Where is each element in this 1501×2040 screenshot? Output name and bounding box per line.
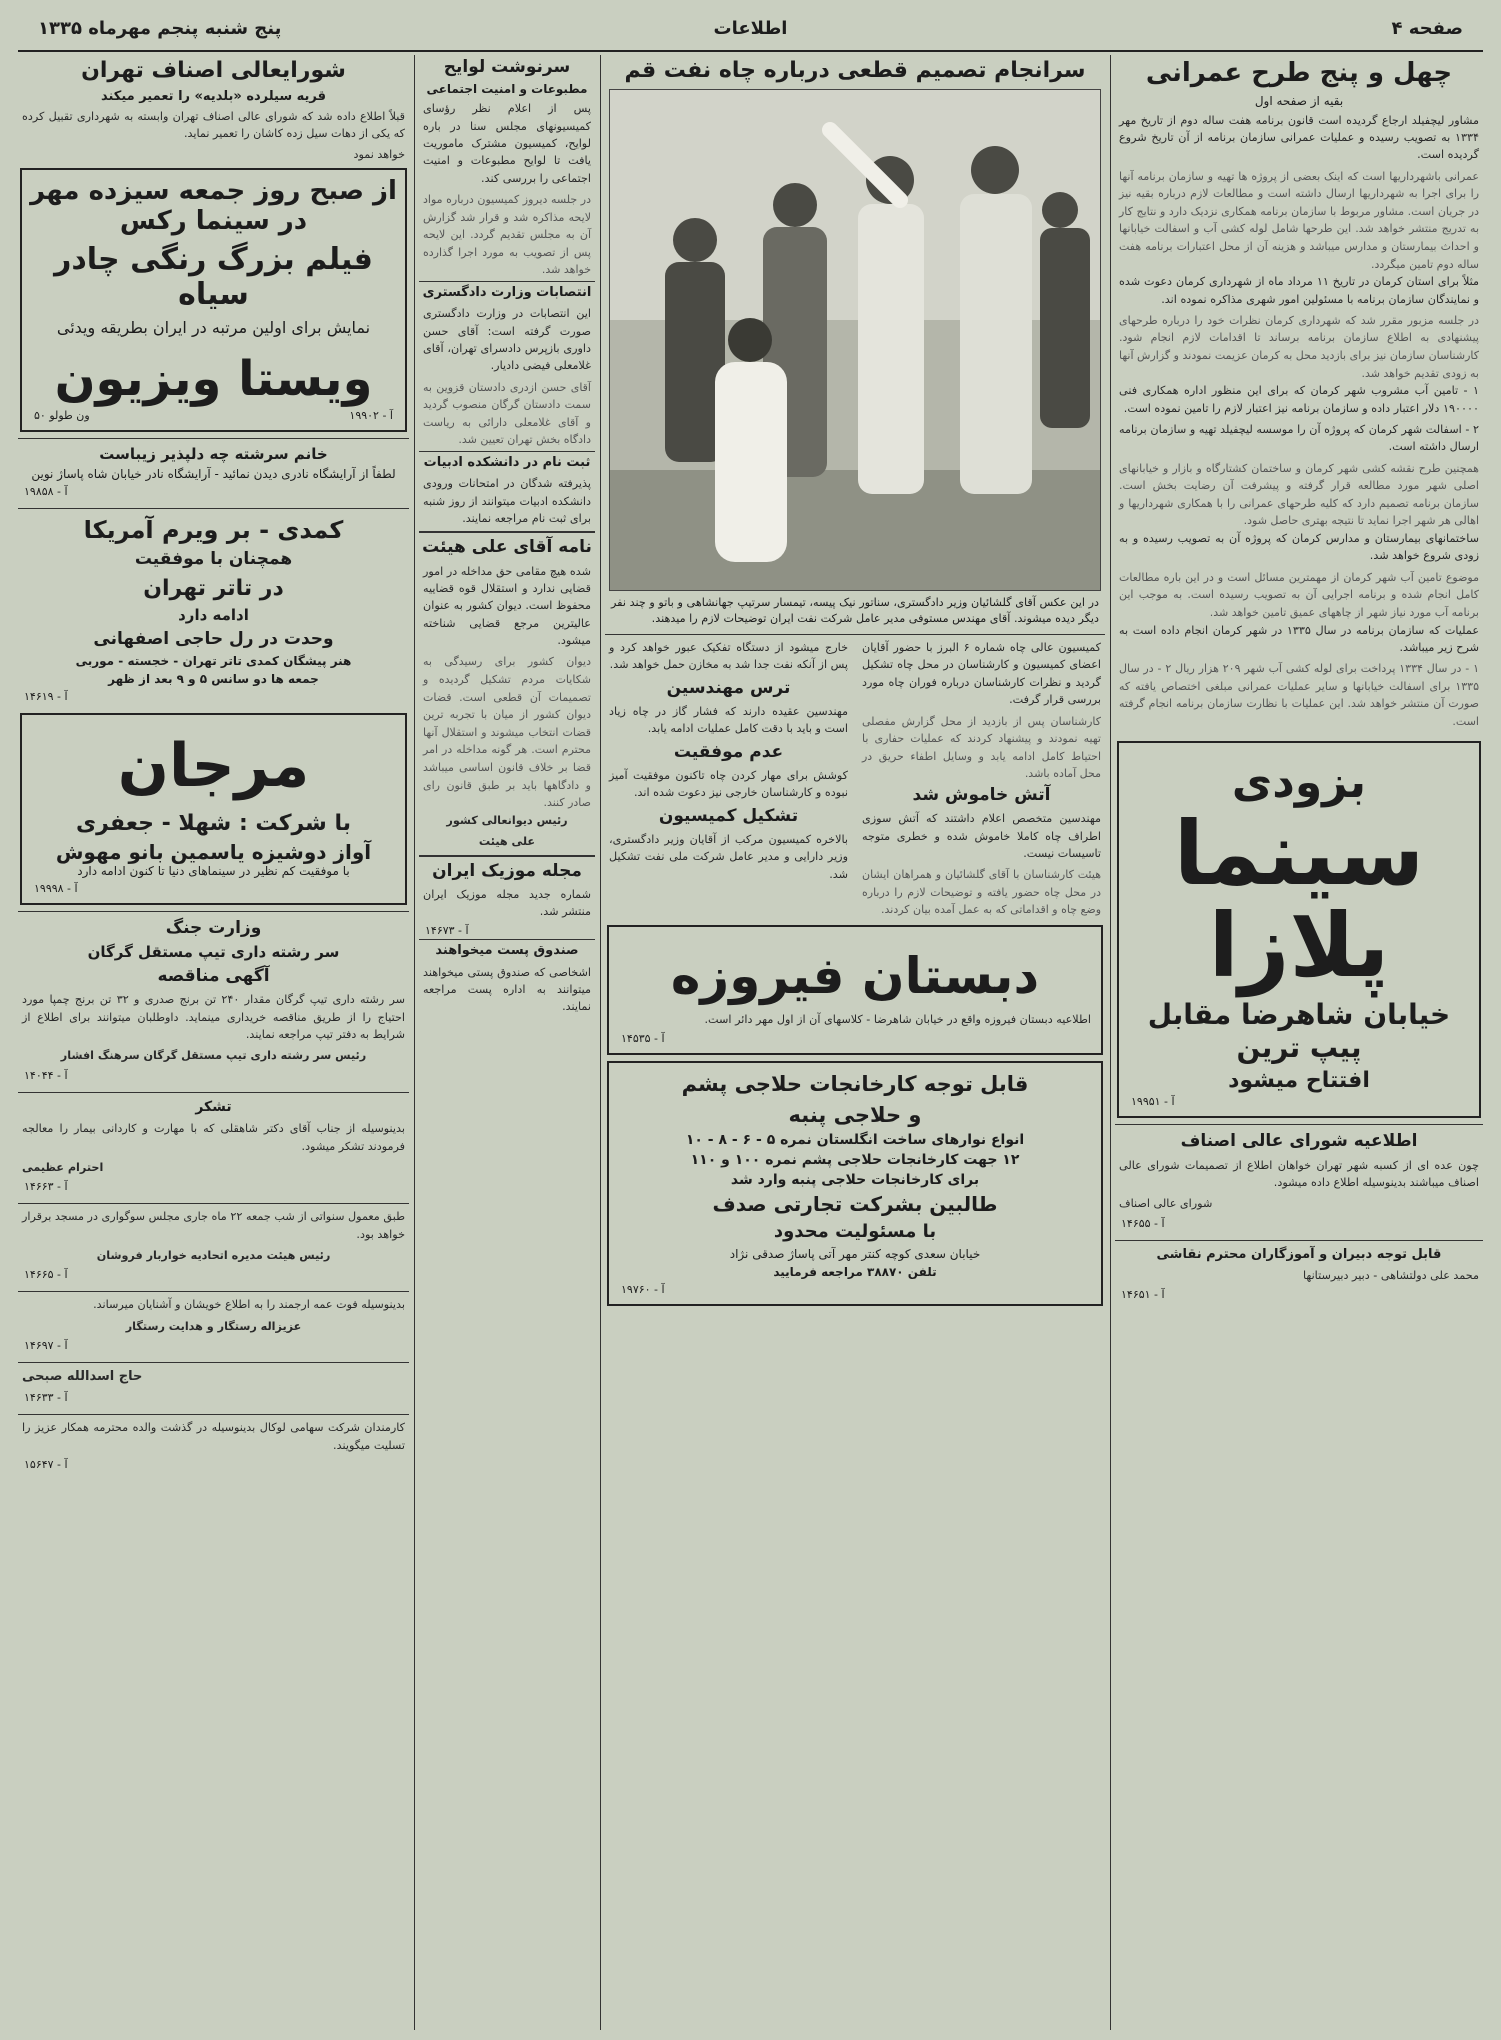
article-text-block: آقای حسن ازدری دادستان قزوین به سمت دادستان گرگان منصوب گردید و آقای غلامعلی دارائی به ریاست دادگاه بخش تهران تعیین شد.: [423, 380, 591, 447]
ad-text: بدینوسیله از جناب آقای دکتر شاهقلی که با مهارت و کاردانی بیمار را معالجه فرمودند تشکر میشود.: [22, 1122, 405, 1153]
ad-codes: [28, 407, 399, 424]
magazine-headline: مجله موزیک ایران: [419, 855, 595, 882]
film-title: مرجان: [117, 731, 310, 802]
article-paragraph: بالاخره کمیسیون مرکب از آقایان وزیر دادگستری، وزیر دارایی و مدیر عامل شرکت ملی نفت تشکیل شد.: [609, 833, 848, 881]
column-rule: [1110, 55, 1111, 2030]
ad-line: افتتاح میشود: [1228, 1068, 1370, 1094]
ad-code: آ - ۱۴۶۹۷: [24, 1339, 68, 1353]
ad-code: آ - ۱۴۶۶۳: [24, 1180, 68, 1194]
newspaper-title: اطلاعات: [713, 18, 788, 39]
guild-text-end: خواهد نمود: [353, 148, 405, 162]
ad-text: بدینوسیله فوت عمه ارجمند را به اطلاع خویشان و آشنایان میرساند.: [93, 1298, 405, 1312]
guild-subheadline: قریه سیلرده «بلدیه» را تعمیر میکند: [100, 88, 327, 104]
photo-caption: در این عکس آقای گلشائیان وزیر دادگستری، سناتور نیک پیسه، تیمسار سرتیپ جهانشاهی و باتو و چند نفر دیگر دیده میشوند. آقای مهندس مستوفی مدیر عامل شرکت نفت ایران توضیحات لازم را میدهند.: [611, 595, 1099, 626]
ad-headline: سر رشته داری تیپ مستقل گرگان: [87, 943, 340, 962]
ad-headline: قابل توجه کارخانجات حلاجی پشم: [681, 1072, 1029, 1097]
ad-line: جمعه ها دو سانس ۵ و ۹ بعد از ظهر: [108, 672, 319, 687]
ad-code: ۵۰ ون طولو: [34, 408, 90, 422]
article-paragraph: مشاور لیچفیلد ارجاع گردیده است قانون برنامه هفت ساله دوم از تاریخ مهر ۱۳۳۴ به تصویب رسیده و عملیات عمرانی سازمان برنامه از آن تاریخ شروع گردیده است.: [1119, 113, 1479, 162]
film-title: فیلم بزرگ رنگی چادر سیاه: [54, 241, 373, 312]
theater-name: در تاتر تهران: [143, 575, 284, 601]
ad-code: آ - ۱۴۶۱۹: [24, 690, 68, 704]
ad-line: خیابان شاهرضا مقابل پیپ ترین: [1147, 998, 1451, 1065]
ad-code: آ - ۱۴۶۵۱: [1121, 1288, 1165, 1302]
salon-ad: [18, 438, 409, 505]
ad-phone: تلفن ۳۸۸۷۰ مراجعه فرمایید: [773, 1265, 937, 1280]
article-text-block: عمرانی باشهرداریها است که اینک بعضی از پروژه ها تهیه و سازمان برنامه آنها را برای اجرا به شهرداریها ارسال داشته است و مطالعات لازم درباره بقیه نیز در جریان است. مشاور مربوط با سازمان برنامه همکاری نزدیک دارد و نتایج کار به تدریج منتشر خواهد شد. این طرحها شامل لوله کشی آب و اسفالت خیابانها و احداث بیمارستان و مدارس میباشد و هزینه آن از محل اعتبارات برنامه هفت ساله دوم تامین میگردد.: [1119, 169, 1479, 271]
ad-signature: عزیزاله رستگار و هدایت رستگار: [125, 1319, 302, 1333]
page-number: صفحه ۴: [1391, 18, 1463, 39]
brief-subheadline: مطبوعات و امنیت اجتماعی: [426, 82, 588, 97]
ad-line: ۱۲ جهت کارخانجات حلاجی پشم نمره ۱۰۰ و ۱۱۰: [690, 1151, 1020, 1168]
article-text-block: موضوع تامین آب شهر کرمان از مهمترین مسائل است و در این باره مطالعات کامل انجام شده و برنامه اجرایی آن به تصویب رسیده است. به موجب این برنامه آب مورد نیاز شهر از چاههای عمیق تامین خواهد شد.: [1119, 570, 1479, 619]
play-title: کمدی - بر ویرم آمریکا: [83, 516, 344, 545]
article-text-block: همچنین طرح نقشه کشی شهر کرمان و ساختمان کشتارگاه و بازار و خیابانهای اصلی شهر مورد مطالعه قرار گرفته و پیشرفت آن رضایت بخش است. سازمان برنامه تصمیم دارد که کلیه طرحهای عمرانی را با همکاری شهرداریها و اهالی هر شهر اجرا نماید تا نتیجه بهتری حاصل شود.: [1119, 461, 1479, 528]
ad-code: آ - ۱۴۶۶۵: [24, 1268, 68, 1282]
ad-line: ادامه دارد: [178, 606, 249, 625]
ad-code: آ - ۱۹۸۵۸: [24, 485, 68, 499]
column-briefs: [419, 55, 595, 2030]
ad-line: وحدت در رل حاجی اصفهانی: [93, 628, 334, 649]
ad-line: با موفقیت کم نظیر در سینماهای دنیا تا کنون ادامه دارد: [77, 864, 350, 879]
news-photo: [609, 89, 1101, 591]
article-headline: چهل و پنج طرح عمرانی: [1145, 58, 1453, 88]
sub-headline: آتش خاموش شد: [912, 784, 1051, 805]
ad-line: همچنان با موفقیت: [134, 549, 293, 570]
article-text-block: ۱ - در سال ۱۳۳۴ پرداخت برای لوله کشی آب شهر ۲۰۹ هزار ریال ۲ - در سال ۱۳۳۵ برای اسفالت خیابانها و سایر عملیات عمرانی مبلغی اختصاص یافته که صورت آن منتشر خواهد شد. این عملیات با نظارت سازمان برنامه انجام گرفته است.: [1119, 662, 1479, 729]
article-text-block: در جلسه دیروز کمیسیون درباره مواد لایحه مذاکره شد و قرار شد گزارش آن به مجلس تقدیم گردد. این لایحه پس از تصویب به مورد اجرا گذارده خواهد شد.: [423, 193, 591, 277]
sub-headline: ترس مهندسین: [666, 677, 791, 698]
notice-headline: قابل توجه دبیران و آموزگاران محترم نقاشی: [1156, 1246, 1442, 1262]
marjan-film-ad: [20, 713, 407, 905]
ad-headline: وزارت جنگ: [165, 918, 262, 939]
letter-text: شده هیچ مقامی حق مداخله در امور قضایی ندارد و استقلال قوه قضاییه محفوظ است. دیوان کشور به عنوان عالیترین مرجع قضایی شناخته میشود.: [423, 564, 591, 648]
ad-code: آ - ۱۵۶۴۷: [24, 1458, 68, 1471]
article-paragraph: مهندسین عقیده دارند که فشار گاز در چاه زیاد است و باید با دقت کامل عملیات ادامه یابد.: [609, 705, 848, 736]
firouzeh-school-ad: [607, 925, 1103, 1055]
ad-code: آ - ۱۹۷۶۰: [621, 1283, 665, 1297]
ad-code: آ - ۱۹۹۰۲: [349, 408, 393, 422]
ad-signature: احترام عظیمی: [22, 1160, 104, 1174]
story-column: [605, 639, 852, 919]
mourning-ad: [18, 1203, 409, 1287]
obituary-ad: [18, 1291, 409, 1358]
continued-note: بقیه از صفحه اول: [1254, 93, 1344, 108]
article-text-block: دیوان کشور برای رسیدگی به شکایات مردم تشکیل گردیده و تصمیمات آن قطعی است. قضات دیوان کشور از میان با تجربه ترین قضات انتخاب میشوند و استقلال آنها محترم است. هر گونه مداخله در امر قضا بر خلاف قانون اساسی میباشد و دادگاهها باید بر طبق قانون رای صادر کنند.: [423, 655, 591, 810]
ad-code: آ - ۱۴۰۴۴: [24, 1068, 68, 1082]
ad-line: انواع نوارهای ساخت انگلستان نمره ۵ - ۶ - ۸ - ۱۰: [685, 1131, 1025, 1148]
ad-text: طبق معمول سنواتی از شب جمعه ۲۲ ماه جاری مجلس سوگواری در مسجد برقرار خواهد بود.: [22, 1210, 405, 1241]
ad-code: آ - ۱۹۹۵۱: [1131, 1095, 1175, 1109]
ad-code: آ - ۱۴۶۳۳: [24, 1391, 68, 1405]
vistavision-logo: ویستا ویزیون: [54, 350, 373, 407]
letter-signature-name: علی هیئت: [478, 835, 536, 849]
officials-photo-illustration: [609, 90, 1100, 590]
article-text-block: هیئت کارشناسان با آقای گلشائیان و همراهان ایشان در محل چاه حضور یافته و توضیحات لازم را درباره وضع چاه و اقداماتی که به عمل آمده بیان کردند.: [862, 868, 1101, 917]
article-text-block: کارشناسان پس از بازدید از محل گزارش مفصلی تهیه نمودند و پیشنهاد کردند که عملیات حفاری با احتیاط کامل ادامه یابد و وسایل اطفاء حریق در محل آماده باشد.: [862, 714, 1101, 781]
column-advertisements: [18, 55, 409, 2030]
article-paragraph: عملیات که سازمان برنامه در سال ۱۳۳۵ در شهر کرمان انجام داده است به شرح زیر میباشد.: [1119, 623, 1479, 654]
article-text-block: در جلسه مزبور مقرر شد که شهرداری کرمان نظرات خود را درباره طرحهای پیشنهادی به اطلاع سازمان برنامه برساند تا اقدامات لازم انجام شود. کارشناسان سازمان نیز برای بازدید محل به کرمان عزیمت نمودند و گزارش آنها به زودی تقدیم خواهد شد.: [1119, 313, 1479, 380]
brief-headline: ثبت نام در دانشکده ادبیات: [419, 451, 595, 471]
ad-text: لطفاً از آرایشگاه نادری دیدن نمائید - آرایشگاه نادر خیابان شاه پاساژ نوین: [31, 467, 396, 482]
magazine-text: شماره جدید مجله موزیک ایران منتشر شد.: [423, 887, 591, 919]
article-paragraph: ۲ - اسفالت شهر کرمان که پروژه آن را موسسه لیچفیلد تهیه و سازمان برنامه ارسال داشته است.: [1119, 422, 1479, 454]
article-paragraph: مثلاً برای استان کرمان در تاریخ ۱۱ مرداد ماه از شهرداری کرمان دعوت شده و نمایندگان سازمان برنامه با مسئولین امور شهری مذاکره نموده اند.: [1119, 275, 1479, 306]
notice-signature: شورای عالی اصناف: [1119, 1197, 1213, 1211]
article-paragraph: ساختمانهای بیمارستان و مدارس کرمان که پروژه آن به تصویب رسیده و به زودی شروع خواهد شد.: [1119, 532, 1479, 563]
article-headline: سرانجام تصمیم قطعی درباره چاه نفت قم: [624, 58, 1086, 83]
column-rule: [414, 55, 415, 2030]
ad-code: آ - ۱۹۹۹۸: [34, 882, 78, 896]
ad-line: نمایش برای اولین مرتبه در ایران بطریقه ویدئی: [56, 317, 371, 337]
ad-code: آ - ۱۴۶۷۳: [425, 924, 469, 938]
notice-headline: اطلاعیه شورای عالی اصناف: [1180, 1131, 1418, 1152]
brief-text: این انتصابات در وزارت دادگستری صورت گرفته است: آقای حسن داوری بازپرس دادسرای تهران، آقای غلامعلی فیضی دادیار.: [423, 307, 591, 373]
brief-headline: انتصابات وزارت دادگستری: [419, 281, 595, 301]
brief-text: اشخاصی که صندوق پستی میخواهند میتوانند به اداره پست مراجعه نمایند.: [423, 965, 591, 1014]
school-text: اطلاعیه دبستان فیروزه واقع در خیابان شاهرضا - کلاسهای آن از اول مهر دائر است.: [704, 1013, 1091, 1027]
ad-code: آ - ۱۴۵۳۵: [621, 1032, 665, 1046]
guild-notice: [1115, 1124, 1483, 1235]
ad-headline: خانم سرشته چه دلپذیر زیباست: [99, 444, 328, 463]
brief-headline: سرنوشت لوایح: [443, 57, 571, 77]
letter-signature: رئیس دیوانعالی کشور: [446, 813, 568, 827]
ad-line: آواز دوشیزه یاسمین بانو مهوش: [55, 840, 372, 865]
ad-line: هنر پیشگان کمدی تاتر تهران - خجسته - موربی: [75, 654, 352, 669]
tender-ad: [18, 911, 409, 1088]
ad-text: سر رشته داری تیپ گرگان مقدار ۲۴۰ تن برنج صدری و ۳۲ تن برنج چمپا مورد احتیاج را از طریق مناقصه خریداری مینماید. داوطلبان میتوانند برای اطلاع از شرایط به دفتر تیپ مراجعه نمایند.: [22, 993, 405, 1042]
company-type: با مسئولیت محدود: [773, 1220, 937, 1242]
article-paragraph: کمیسیون عالی چاه شماره ۶ البرز با حضور آقایان اعضای کمیسیون و کارشناسان در محل چاه تشکیل گردید و نظرات کارشناسان درباره فوران چاه مورد بررسی قرار گرفت.: [862, 641, 1101, 707]
article-paragraph: کوشش برای مهار کردن چاه تاکنون موفقیت آمیز نبوده و کارشناسان خارجی نیز دعوت شده اند.: [609, 769, 848, 800]
condolence-ad: [18, 1362, 409, 1410]
ad-line: از صبح روز جمعه سیزده مهر در سینما رکس: [30, 175, 397, 236]
sub-headline: تشکیل کمیسیون: [658, 805, 799, 826]
cinema-plaza-ad: [1117, 741, 1481, 1119]
column-rule: [600, 55, 601, 2030]
ad-signature: رئیس سر رشته داری تیپ مستقل گرگان سرهنگ افشار: [60, 1049, 367, 1063]
sub-headline: عدم موفقیت: [673, 741, 784, 762]
staff-condolence-ad: [18, 1414, 409, 1477]
ad-signature: رئیس هیئت مدیره اتحادیه خواربار فروشان: [96, 1249, 331, 1263]
article-paragraph: ۱ - تامین آب مشروب شهر کرمان که برای این منظور اداره همکاری فنی ۱۹۰۰۰۰ دلار اعتبار داده و سازمان برنامه نیز اعتبار لازم را تامین نموده است.: [1119, 384, 1479, 415]
ad-headline: آگهی مناقصه: [157, 966, 270, 987]
teachers-notice: [1115, 1240, 1483, 1308]
column-oil-well: [605, 55, 1105, 2030]
company-name: طالبین بشرکت تجارتی صدف: [712, 1191, 998, 1216]
masthead: [18, 10, 1483, 52]
ad-headline: و حلاجی پنبه: [788, 1102, 922, 1127]
oil-story-columns: [605, 634, 1105, 919]
guild-headline: شورایعالی اصناف تهران: [81, 58, 346, 83]
ad-line: برای کارخانجات حلاجی پنبه وارد شد: [730, 1171, 980, 1188]
brief-headline: صندوق پست میخواهند: [419, 939, 595, 959]
notice-text: چون عده ای از کسبه شهر تهران خواهان اطلاع از تصمیمات شورای عالی اصناف میباشند بدینوسیله اطلاع داده میشود.: [1119, 1158, 1479, 1190]
notice-signature: محمد علی دولتشاهی - دبیر دبیرستانها: [1303, 1269, 1479, 1282]
ad-signature: حاج اسدالله صبحی: [22, 1369, 143, 1385]
issue-date: پنج شنبه پنجم مهرماه ۱۳۳۵: [38, 18, 282, 39]
newspaper-page: [18, 10, 1483, 2030]
story-column: [858, 639, 1105, 919]
theater-ad: [18, 508, 409, 709]
cinema-name: سینما پلازا: [1173, 801, 1425, 998]
ad-address: خیابان سعدی کوچه کنتر مهر آتی پاساژ صدقی نژاد: [729, 1247, 981, 1262]
ad-headline: تشکر: [195, 1098, 232, 1115]
thanks-ad: [18, 1092, 409, 1200]
ad-code: آ - ۱۴۶۵۵: [1121, 1216, 1165, 1230]
school-name: دبستان فیروزه: [670, 947, 1040, 1006]
guild-text: قبلاً اطلاع داده شد که شورای عالی اصناف تهران وابسته به شهرداری تقبیل کرده که یکی از دهات سیل زده کاشان را تعمیر نماید.: [22, 109, 405, 140]
carding-ad: [607, 1061, 1103, 1306]
ad-line: با شرکت : شهلا - جعفری: [76, 811, 351, 837]
rex-cinema-ad: [20, 168, 407, 432]
article-paragraph: مهندسین متخصص اعلام داشتند که آتش سوزی اطراف چاه کاملا خاموش شده و خطری متوجه تاسیسات نیست.: [862, 812, 1101, 860]
ad-text: کارمندان شرکت سهامی لوکال بدینوسیله در گذشت والده محترمه همکار عزیز را تسلیت میگویند.: [22, 1421, 405, 1452]
letter-headline: نامه آقای علی هیئت: [419, 531, 595, 558]
brief-text: پذیرفته شدگان در امتحانات ورودی دانشکده ادبیات میتوانند از روز شنبه برای ثبت نام مراجعه نمایند.: [423, 477, 591, 526]
ad-line: بزودی: [1231, 756, 1367, 808]
article-paragraph: خارج میشود از دستگاه تفکیک عبور خواهد کرد و پس از آنکه نفت جدا شد به مخازن حمل خواهد شد.: [609, 641, 848, 672]
column-development-plans: [1115, 55, 1483, 2030]
brief-text: پس از اعلام نظر رؤسای کمیسیونهای مجلس سنا در باره لوایح، کمیسیون مشترک ماموریت یافت تا لوایح مطبوعات و امنیت اجتماعی را بررسی کند.: [423, 102, 591, 185]
